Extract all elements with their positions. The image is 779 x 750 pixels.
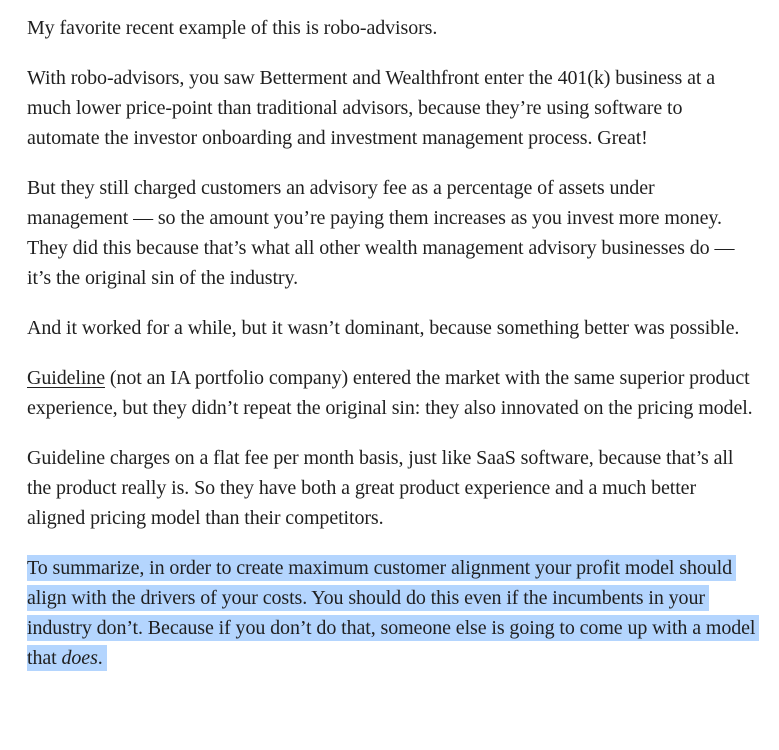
selected-text bbox=[27, 555, 759, 671]
guideline-link[interactable]: Guideline bbox=[27, 367, 105, 389]
paragraph-betterment-wealthfront: With robo-advisors, you saw Betterment and Wealthfront enter the 401(k) business at a much lower price-point than traditional advisors, because they’re using software to automate the investor onboarding and investment management process. Great! bbox=[27, 67, 715, 149]
paragraph-guideline-intro bbox=[27, 363, 757, 423]
paragraph-guideline-pricing: Guideline charges on a flat fee per month basis, just like SaaS software, because that’s all the product really is. So they have both a great product experience and a much better aligned pricing model than their competitors. bbox=[27, 447, 734, 529]
article-body bbox=[27, 13, 757, 693]
guideline-intro-text: (not an IA portfolio company) entered the market with the same superior product experience, but they didn’t repeat the original sin: they also innovated on the pricing model. bbox=[27, 367, 753, 419]
summary-emphasis: does bbox=[61, 647, 98, 669]
summary-text: To summarize, in order to create maximum customer alignment your profit model should align with the drivers of your costs. You should do this even if the incumbents in your industry don’t. Because if you don’t do that, someone else is going to come up with a model that bbox=[27, 557, 756, 669]
paragraph-not-dominant: And it worked for a while, but it wasn’t dominant, because something better was possible. bbox=[27, 317, 740, 339]
paragraph-advisory-fee: But they still charged customers an advisory fee as a percentage of assets under management — so the amount you’re paying them increases as you invest more money. They did this because that’s what all other wealth management advisory businesses do — it’s the original sin of the industry. bbox=[27, 177, 735, 289]
paragraph-robo-advisors-intro: My favorite recent example of this is robo-advisors. bbox=[27, 17, 438, 39]
summary-period: . bbox=[97, 647, 103, 669]
paragraph-summary-selected[interactable] bbox=[27, 553, 757, 673]
